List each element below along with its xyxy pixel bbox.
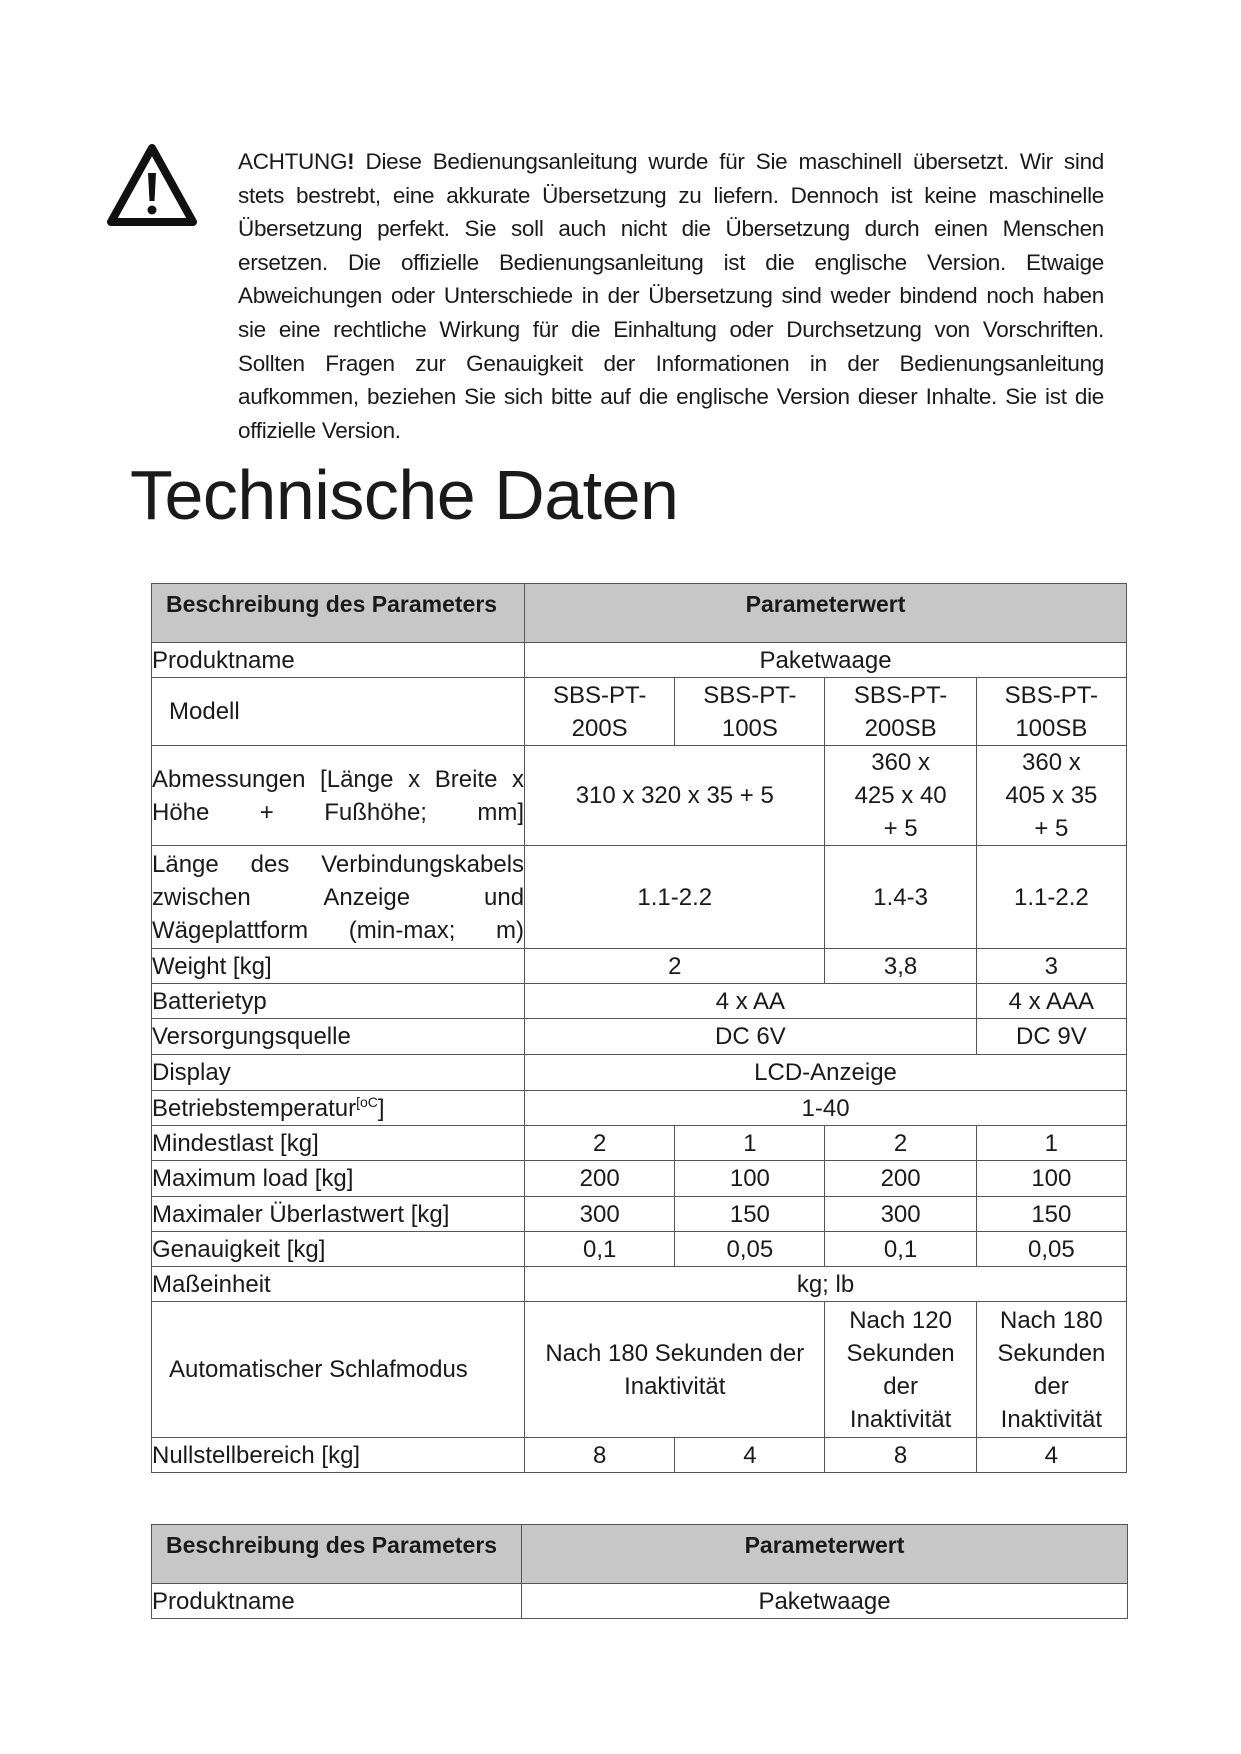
cell: 0,1	[525, 1232, 675, 1267]
table-row	[152, 1019, 1127, 1055]
cell: DC 9V	[976, 1019, 1126, 1055]
row-label: Länge des Verbindungskabels zwischen Anzeige und Wägeplattform (min-max; m)	[152, 846, 525, 949]
cell: 360 x 405 x 35 + 5	[976, 746, 1126, 846]
row-label-text: Betriebstemperatur	[152, 1094, 357, 1122]
header-value: Parameterwert	[525, 584, 1127, 643]
cell: 2	[525, 949, 825, 984]
cell: 0,05	[675, 1232, 825, 1267]
cell: Nach 120 Sekunden der Inaktivität	[825, 1302, 976, 1438]
warning-triangle-icon	[106, 143, 198, 227]
cell: 4 x AA	[525, 984, 977, 1019]
row-label: Produktname	[152, 1584, 522, 1619]
cell: 100	[976, 1161, 1126, 1197]
row-label: Batterietyp	[152, 984, 525, 1019]
cell: 200	[825, 1161, 976, 1197]
table-row	[152, 746, 1127, 846]
cell: 300	[525, 1197, 675, 1232]
row-label: Genauigkeit [kg]	[152, 1232, 525, 1267]
cell: 3,8	[825, 949, 976, 984]
cell: 300	[825, 1197, 976, 1232]
cell: 360 x 425 x 40 + 5	[825, 746, 976, 846]
warning-exclamation: !	[347, 149, 355, 174]
table-row	[152, 678, 1127, 746]
cell: 2	[825, 1126, 976, 1161]
header-param: Beschreibung des Parameters	[152, 584, 525, 643]
cell: 8	[525, 1438, 675, 1473]
table-row	[152, 1055, 1127, 1091]
table-row	[152, 643, 1127, 678]
header-param: Beschreibung des Parameters	[152, 1525, 522, 1584]
table-header-row	[152, 1525, 1128, 1584]
row-label: Weight [kg]	[152, 949, 525, 984]
row-label: Abmessungen [Länge x Breite x Höhe + Fußhöhe; mm]	[152, 746, 525, 846]
cell: SBS-PT-200S	[525, 678, 675, 746]
cell: SBS-PT-100S	[675, 678, 825, 746]
bracket-close: ]	[377, 1094, 385, 1122]
warning-text: Diese Bedienungsanleitung wurde für Sie maschinell übersetzt. Wir sind stets bestrebt, eine akkurate Übersetzung zu liefern. Dennoch ist keine maschinelle Übersetzung perfekt. Sie soll auch nicht die Übersetzung durch einen Menschen ersetzen. Die offizielle Bedienungsanleitung ist die englische Version. Etwaige Abweichungen oder Unterschiede in der Übersetzung sind weder bindend noch haben sie eine rechtliche Wirkung für die Einhaltung oder Durchsetzung von Vorschriften. Sollten Fragen zur Genauigkeit der Informationen in der Bedienungsanleitung aufkommen, beziehen Sie sich bitte auf die englische Version dieser Inhalte. Sie ist die offizielle Version.	[238, 149, 1104, 443]
cell: 1.1-2.2	[525, 846, 825, 949]
cell: 4	[675, 1438, 825, 1473]
row-label	[152, 1091, 525, 1126]
cell: Paketwaage	[522, 1584, 1128, 1619]
cell: Paketwaage	[525, 643, 1127, 678]
table-row	[152, 1197, 1127, 1232]
cell: 0,05	[976, 1232, 1126, 1267]
cell: 150	[976, 1197, 1126, 1232]
table-row	[152, 1302, 1127, 1438]
cell: 3	[976, 949, 1126, 984]
cell: kg; lb	[525, 1267, 1127, 1302]
row-label: Nullstellbereich [kg]	[152, 1438, 525, 1473]
header-value: Parameterwert	[522, 1525, 1128, 1584]
cell: SBS-PT-100SB	[976, 678, 1126, 746]
cell: 4 x AAA	[976, 984, 1126, 1019]
table-row	[152, 1091, 1127, 1126]
row-label: Modell	[152, 678, 525, 746]
cell: 200	[525, 1161, 675, 1197]
cell: 1-40	[525, 1091, 1127, 1126]
cell: Nach 180 Sekunden der Inaktivität	[525, 1302, 825, 1438]
cell: 1.4-3	[825, 846, 976, 949]
cell: 4	[976, 1438, 1126, 1473]
translation-warning	[238, 145, 1104, 447]
cell: 2	[525, 1126, 675, 1161]
table-header-row	[152, 584, 1127, 643]
row-label: Display	[152, 1055, 525, 1091]
table-row	[152, 846, 1127, 949]
page-title: Technische Daten	[130, 456, 679, 534]
cell: Nach 180 Sekunden der Inaktivität	[976, 1302, 1126, 1438]
row-label: Produktname	[152, 643, 525, 678]
cell: 1	[675, 1126, 825, 1161]
row-label: Mindestlast [kg]	[152, 1126, 525, 1161]
cell: 8	[825, 1438, 976, 1473]
spec-table	[151, 583, 1127, 1473]
warning-lead: ACHTUNG	[238, 149, 348, 174]
row-label: Automatischer Schlafmodus	[152, 1302, 525, 1438]
cell: 1.1-2.2	[976, 846, 1126, 949]
row-label: Maximum load [kg]	[152, 1161, 525, 1197]
row-label: Maximaler Überlastwert [kg]	[152, 1197, 525, 1232]
unit-superscript: [oC	[356, 1093, 378, 1110]
table-row	[152, 949, 1127, 984]
table-row	[152, 1438, 1127, 1473]
cell: 0,1	[825, 1232, 976, 1267]
table-row	[152, 1161, 1127, 1197]
table-row	[152, 1267, 1127, 1302]
cell: 310 x 320 x 35 + 5	[525, 746, 825, 846]
table-row	[152, 984, 1127, 1019]
cell: DC 6V	[525, 1019, 977, 1055]
spec-table-continued	[151, 1524, 1128, 1619]
cell: 1	[976, 1126, 1126, 1161]
cell: LCD-Anzeige	[525, 1055, 1127, 1091]
cell: SBS-PT-200SB	[825, 678, 976, 746]
row-label: Versorgungsquelle	[152, 1019, 525, 1055]
row-label: Maßeinheit	[152, 1267, 525, 1302]
cell: 150	[675, 1197, 825, 1232]
cell: 100	[675, 1161, 825, 1197]
table-row	[152, 1232, 1127, 1267]
table-row	[152, 1126, 1127, 1161]
table-row	[152, 1584, 1128, 1619]
